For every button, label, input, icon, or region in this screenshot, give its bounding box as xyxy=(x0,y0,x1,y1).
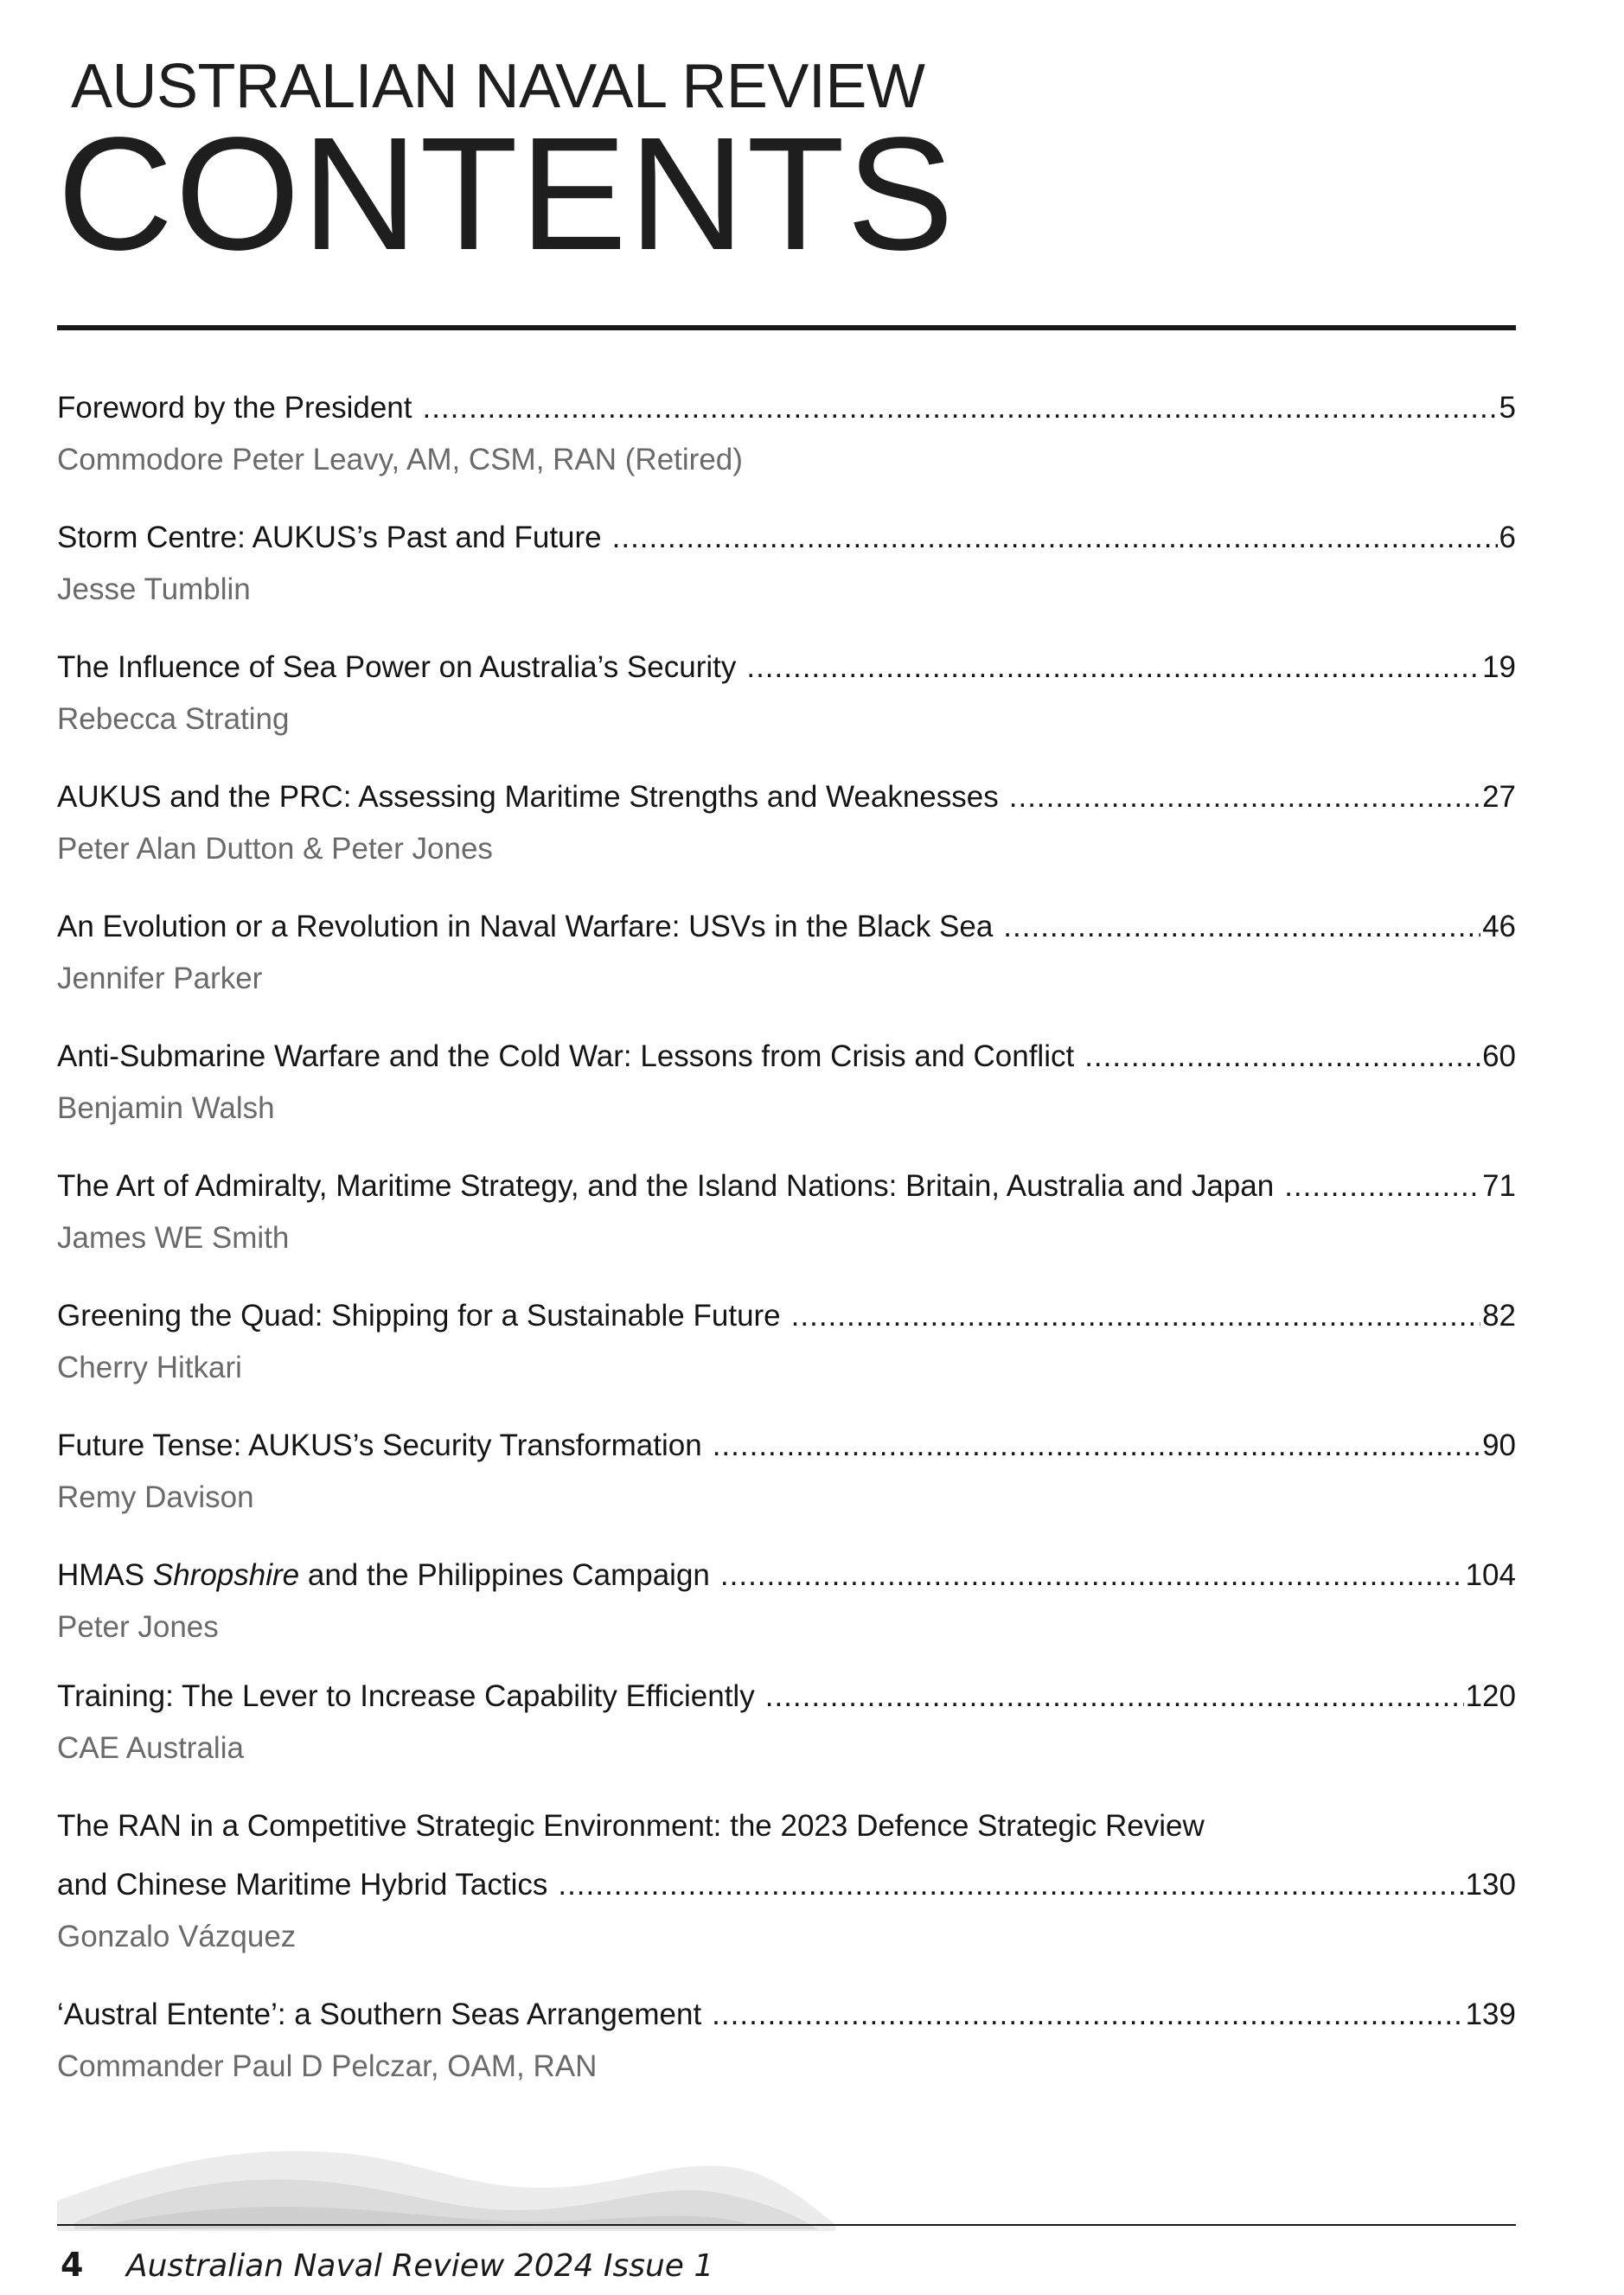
dot-leader xyxy=(791,1297,1480,1335)
entry-page-number[interactable]: 120 xyxy=(1465,1679,1516,1713)
entry-author: Rebecca Strating xyxy=(57,702,290,736)
dot-leader xyxy=(720,1557,1464,1595)
entry-page-number[interactable]: 90 xyxy=(1482,1429,1516,1462)
toc-entry[interactable] xyxy=(57,519,1516,609)
entry-author: Remy Davison xyxy=(57,1480,254,1514)
entry-title[interactable] xyxy=(57,1557,710,1595)
entry-page-number[interactable]: 46 xyxy=(1482,910,1516,943)
entry-title[interactable]: An Evolution or a Revolution in Naval Warfare: USVs in the Black Sea xyxy=(57,910,994,943)
dot-leader xyxy=(1284,1167,1480,1205)
publication-title: AUSTRALIAN NAVAL REVIEW xyxy=(71,52,925,121)
entry-title[interactable]: Training: The Lever to Increase Capability Efficiently xyxy=(57,1679,755,1713)
entry-page-number[interactable]: 27 xyxy=(1482,780,1516,814)
toc-entry[interactable] xyxy=(57,1297,1516,1387)
dot-leader xyxy=(712,1996,1463,2034)
entry-title[interactable]: The Influence of Sea Power on Australia’s Security xyxy=(57,650,737,684)
toc-entry[interactable] xyxy=(57,908,1516,998)
entry-author: Commodore Peter Leavy, AM, CSM, RAN (Retired) xyxy=(57,443,743,476)
entry-author: Commander Paul D Pelczar, OAM, RAN xyxy=(57,2049,598,2083)
footer-page-number: 4 xyxy=(61,2246,84,2284)
entry-author: Jennifer Parker xyxy=(57,962,263,995)
dot-leader xyxy=(1084,1038,1480,1076)
contents-heading: CONTENTS xyxy=(57,105,956,284)
entry-title[interactable]: Foreword by the President xyxy=(57,391,412,425)
toc-entry[interactable] xyxy=(57,778,1516,868)
entry-page-number[interactable]: 82 xyxy=(1482,1299,1516,1333)
entry-title[interactable]: Greening the Quad: Shipping for a Sustainable Future xyxy=(57,1299,781,1333)
entry-author: Gonzalo Vázquez xyxy=(57,1920,297,1953)
toc-entry[interactable] xyxy=(57,1557,1516,1646)
entry-title-line-2[interactable]: and Chinese Maritime Hybrid Tactics xyxy=(57,1868,548,1902)
header-divider xyxy=(57,325,1516,330)
entry-author: James WE Smith xyxy=(57,1221,290,1255)
dot-leader xyxy=(422,389,1497,427)
toc-entry[interactable] xyxy=(57,1678,1516,1768)
entry-page-number[interactable]: 104 xyxy=(1465,1558,1516,1592)
dot-leader xyxy=(558,1866,1463,1904)
entry-page-number[interactable]: 71 xyxy=(1482,1169,1516,1203)
entry-author: Jesse Tumblin xyxy=(57,572,251,606)
footer-publication: Australian Naval Review 2024 Issue 1 xyxy=(126,2248,714,2284)
toc-entry[interactable] xyxy=(57,1807,1516,1956)
entry-author: Peter Jones xyxy=(57,1610,219,1644)
entry-title[interactable]: Storm Centre: AUKUS’s Past and Future xyxy=(57,521,602,554)
entry-author: Peter Alan Dutton & Peter Jones xyxy=(57,832,493,866)
entry-page-number[interactable]: 19 xyxy=(1482,650,1516,684)
entry-page-number[interactable]: 60 xyxy=(1482,1039,1516,1073)
ship-name: Shropshire xyxy=(152,1558,300,1592)
toc-entry[interactable] xyxy=(57,1427,1516,1517)
dot-leader xyxy=(1009,778,1480,816)
entry-page-number[interactable]: 139 xyxy=(1465,1998,1516,2031)
wave-decoration xyxy=(57,2127,835,2231)
toc-entry[interactable] xyxy=(57,1167,1516,1257)
entry-author: Benjamin Walsh xyxy=(57,1091,275,1125)
dot-leader xyxy=(765,1678,1464,1716)
entry-title[interactable]: Future Tense: AUKUS’s Security Transformation xyxy=(57,1429,702,1462)
title-suffix: and the Philippines Campaign xyxy=(307,1558,710,1592)
entry-title[interactable]: ‘Austral Entente’: a Southern Seas Arrangement xyxy=(57,1998,702,2031)
entry-title[interactable]: Anti-Submarine Warfare and the Cold War: Lessons from Crisis and Conflict xyxy=(57,1039,1075,1073)
entry-page-number[interactable]: 5 xyxy=(1499,391,1516,425)
toc-entry[interactable] xyxy=(57,1996,1516,2086)
entry-author: CAE Australia xyxy=(57,1731,244,1765)
dot-leader xyxy=(612,519,1498,557)
toc-entry[interactable] xyxy=(57,1038,1516,1128)
toc-entry[interactable] xyxy=(57,649,1516,738)
title-prefix: HMAS xyxy=(57,1558,145,1592)
entry-page-number[interactable]: 130 xyxy=(1465,1868,1516,1902)
entry-author: Cherry Hitkari xyxy=(57,1351,242,1384)
entry-title-line-1[interactable]: The RAN in a Competitive Strategic Environment: the 2023 Defence Strategic Review xyxy=(57,1809,1205,1843)
entry-title[interactable]: AUKUS and the PRC: Assessing Maritime Strengths and Weaknesses xyxy=(57,780,999,814)
toc-entry[interactable] xyxy=(57,389,1516,479)
dot-leader xyxy=(1003,908,1480,946)
entry-title[interactable]: The Art of Admiralty, Maritime Strategy, and the Island Nations: Britain, Australia and Japan xyxy=(57,1169,1275,1203)
entry-page-number[interactable]: 6 xyxy=(1499,521,1516,554)
footer-divider xyxy=(57,2224,1516,2226)
dot-leader xyxy=(746,649,1480,687)
dot-leader xyxy=(713,1427,1480,1465)
